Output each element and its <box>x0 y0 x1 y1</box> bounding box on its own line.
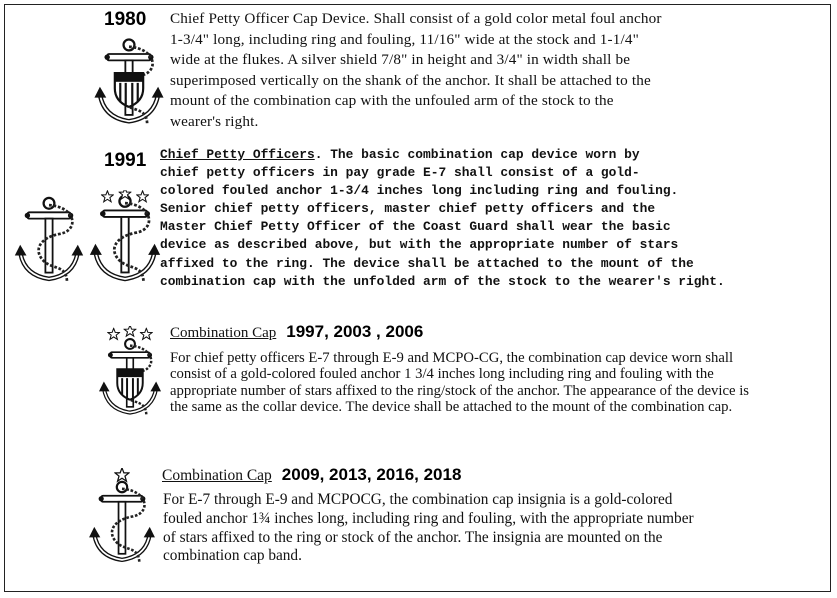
section-1997-years: 1997, 2003 , 2006 <box>286 322 424 341</box>
text-line: Chief Petty Officer Cap Device. Shall consist of a gold color metal foul anchor <box>170 10 662 27</box>
section-1997-text <box>170 350 749 416</box>
text-line-rest: . The basic combination cap device worn by <box>314 147 640 162</box>
section-2009-text <box>163 491 694 566</box>
section-1991-heading: Chief Petty Officers <box>160 147 315 162</box>
section-2009-years: 2009, 2013, 2016, 2018 <box>281 465 462 484</box>
anchor-icon <box>13 192 85 292</box>
text-line: colored fouled anchor 1-3/4 inches long including ring and fouling. <box>160 183 679 199</box>
text-line: combination cap with the unfolded arm of the stock to the wearer's right. <box>160 273 725 289</box>
section-1991-text <box>160 146 725 291</box>
section-1980-text <box>170 9 662 133</box>
text-line: of stars affixed to the ring or stock of the anchor. The insignia are mounted on the <box>163 528 663 546</box>
text-line: wearer's right. <box>170 112 259 130</box>
section-2009-heading: Combination Cap <box>162 467 272 484</box>
anchor-one-star-icon <box>86 468 158 572</box>
section-2009-header <box>162 465 461 485</box>
text-line: device as described above, but with the appropriate number of stars <box>160 237 679 253</box>
anchor-shield-icon <box>92 34 166 134</box>
text-line: combination cap band. <box>163 547 302 565</box>
text-line: chief petty officers in pay grade E-7 shall consist of a gold- <box>160 165 640 181</box>
year-1980: 1980 <box>104 9 147 30</box>
text-line: affixed to the ring. The device shall be attached to the mount of the <box>160 255 694 271</box>
text-line <box>160 146 725 164</box>
text-line: wide at the flukes. A silver shield 7/8" in height and 3/4" in width shall be <box>170 51 631 69</box>
year-1991: 1991 <box>104 150 147 171</box>
anchor-three-stars-icon <box>88 190 162 292</box>
text-line: Senior chief petty officers, master chief petty officers and the <box>160 201 656 217</box>
section-1997-heading: Combination Cap <box>170 325 277 341</box>
text-line: For E-7 through E-9 and MCPOCG, the combination cap insignia is a gold-colored <box>163 491 673 508</box>
text-line: consist of a gold-colored fouled anchor 1 3/4 inches long including ring and fouling with the <box>170 366 714 383</box>
text-line: the same as the collar device. The device shall be attached to the mount of the combination cap. <box>170 399 733 416</box>
text-line: mount of the combination cap with the unfouled arm of the stock to the <box>170 92 614 110</box>
text-line: 1-3/4" long, including ring and fouling, 11/16" wide at the stock and 1-1/4" <box>170 30 639 48</box>
text-line: superimposed vertically on the shank of the anchor. It shall be attached to the <box>170 71 651 89</box>
text-line: appropriate number of stars affixed to the ring/stock of the anchor. The appearance of the device is <box>170 382 749 399</box>
anchor-shield-three-stars-icon <box>97 326 163 424</box>
text-line: For chief petty officers E-7 through E-9 and MCPO-CG, the combination cap device worn shall <box>170 350 734 366</box>
text-line: Master Chief Petty Officer of the Coast Guard shall wear the basic <box>160 219 671 235</box>
text-line: fouled anchor 1¾ inches long, including ring and fouling, with the appropriate number <box>163 509 694 527</box>
section-1997-header <box>170 322 423 342</box>
